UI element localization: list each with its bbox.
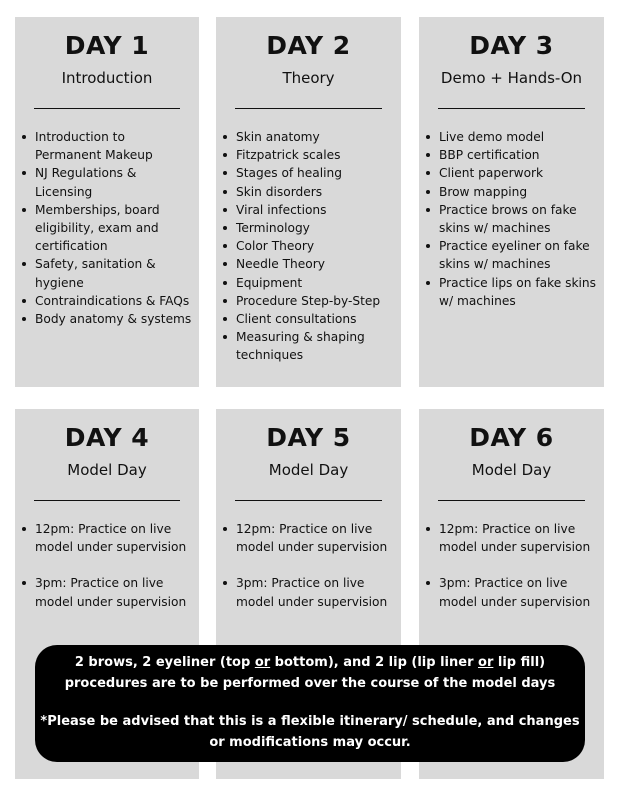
list-item: Practice lips on fake skins w/ machines (439, 274, 600, 310)
list-item: Client consultations (236, 310, 397, 328)
day-title: DAY 2 (266, 31, 351, 60)
day-card-3 (419, 17, 604, 387)
list-item: Body anatomy & systems (35, 310, 195, 328)
day-title: DAY 4 (64, 423, 150, 452)
notice-requirements (35, 652, 585, 694)
day-title: DAY 5 (266, 423, 351, 452)
emphasis-or: or (478, 655, 494, 670)
schedule-list (439, 520, 600, 629)
list-item: Terminology (236, 219, 397, 237)
list-item: 3pm: Practice on live model under supervision (236, 574, 397, 610)
list-item: 3pm: Practice on live model under supervision (35, 574, 195, 610)
day-subtitle: Demo + Hands-On (440, 69, 583, 87)
schedule-list (236, 520, 397, 629)
list-item: Skin disorders (236, 183, 397, 201)
divider (235, 500, 382, 501)
list-item: Needle Theory (236, 255, 397, 273)
list-item: Fitzpatrick scales (236, 146, 397, 164)
list-item: Memberships, board eligibility, exam and certification (35, 201, 195, 256)
notice-advisory: *Please be advised that this is a flexible itinerary/ schedule, and changes or modifications may occur. (40, 714, 580, 750)
day-card-2 (216, 17, 401, 387)
divider (235, 108, 382, 109)
divider (438, 108, 585, 109)
day-subtitle: Model Day (471, 461, 552, 479)
list-item: Procedure Step-by-Step (236, 292, 397, 310)
day-subtitle: Model Day (268, 461, 349, 479)
notice-text: 2 brows, 2 eyeliner (top (74, 655, 255, 670)
list-item: Introduction to Permanent Makeup (35, 128, 195, 164)
list-item: Practice eyeliner on fake skins w/ machines (439, 237, 600, 273)
day-title: DAY 6 (469, 423, 554, 452)
list-item: Stages of healing (236, 164, 397, 182)
list-item: Live demo model (439, 128, 600, 146)
list-item: NJ Regulations & Licensing (35, 164, 195, 200)
day-subtitle: Model Day (67, 461, 147, 479)
list-item: Viral infections (236, 201, 397, 219)
notice-text: lip fill) (493, 655, 546, 670)
divider (438, 500, 585, 501)
list-item: Skin anatomy (236, 128, 397, 146)
list-item: Client paperwork (439, 164, 600, 182)
day-title: DAY 3 (469, 31, 554, 60)
topic-list (35, 128, 195, 328)
topic-list (236, 128, 397, 365)
divider (34, 108, 180, 109)
list-item: BBP certification (439, 146, 600, 164)
list-item: Safety, sanitation & hygiene (35, 255, 195, 291)
schedule-list (35, 520, 195, 629)
list-item: 12pm: Practice on live model under supervision (35, 520, 195, 556)
day-card-1 (15, 17, 199, 387)
divider (34, 500, 180, 501)
list-item: Contraindications & FAQs (35, 292, 195, 310)
emphasis-or: or (254, 655, 271, 670)
list-item: Practice brows on fake skins w/ machines (439, 201, 600, 237)
list-item: Equipment (236, 274, 397, 292)
list-item: Brow mapping (439, 183, 600, 201)
model-days-notice (35, 645, 585, 762)
list-item: 3pm: Practice on live model under supervision (439, 574, 600, 610)
notice-text: bottom), and 2 lip (lip liner (270, 655, 479, 670)
topic-list (439, 128, 600, 310)
day-title: DAY 1 (64, 31, 150, 60)
day-subtitle: Theory (282, 69, 335, 87)
list-item: Measuring & shaping techniques (236, 328, 397, 364)
day-subtitle: Introduction (61, 69, 153, 87)
list-item: 12pm: Practice on live model under supervision (236, 520, 397, 556)
list-item: 12pm: Practice on live model under supervision (439, 520, 600, 556)
list-item: Color Theory (236, 237, 397, 255)
notice-text: procedures are to be performed over the course of the model days (64, 676, 556, 691)
